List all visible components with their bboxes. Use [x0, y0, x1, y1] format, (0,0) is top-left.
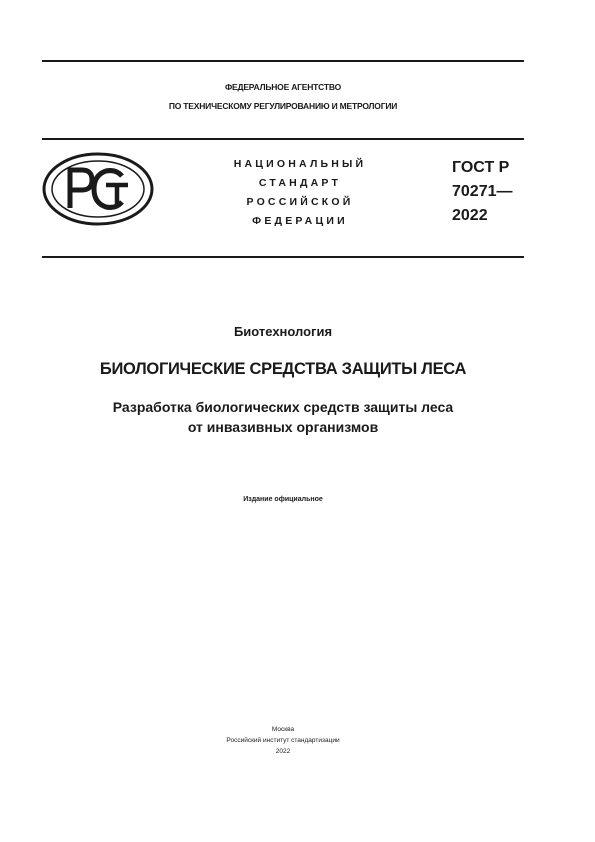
footer-year: 2022 — [275, 748, 291, 755]
agency-line-1: ФЕДЕРАЛЬНОЕ АГЕНТСТВО — [224, 82, 342, 92]
standard-line-3: РОССИЙСКОЙ — [246, 196, 354, 208]
title-subtitle-line-1: Разработка биологических средств защиты леса — [112, 399, 454, 415]
edition-label: Издание официальное — [243, 496, 323, 503]
agency-line-2: ПО ТЕХНИЧЕСКОМУ РЕГУЛИРОВАНИЮ И МЕТРОЛОГИИ — [168, 101, 398, 111]
designation-line-3: 2022 — [452, 207, 488, 224]
title-main: БИОЛОГИЧЕСКИЕ СРЕДСТВА ЗАЩИТЫ ЛЕСА — [99, 360, 467, 378]
standard-line-2: СТАНДАРТ — [258, 177, 342, 189]
standard-line-1: НАЦИОНАЛЬНЫЙ — [233, 158, 367, 170]
lower-rule — [42, 256, 524, 258]
footer-city: Москва — [271, 726, 295, 733]
title-category: Биотехнология — [233, 324, 333, 339]
standard-line-4: ФЕДЕРАЦИИ — [252, 215, 348, 227]
top-rule — [42, 60, 524, 62]
upper-rule — [42, 138, 524, 140]
title-subtitle-line-2: от инвазивных организмов — [187, 419, 379, 435]
designation-line-1: ГОСТ Р — [452, 159, 510, 176]
rst-logo-icon — [42, 152, 154, 226]
designation-line-2: 70271— — [452, 183, 513, 200]
footer-publisher: Российский институт стандартизации — [226, 737, 340, 744]
